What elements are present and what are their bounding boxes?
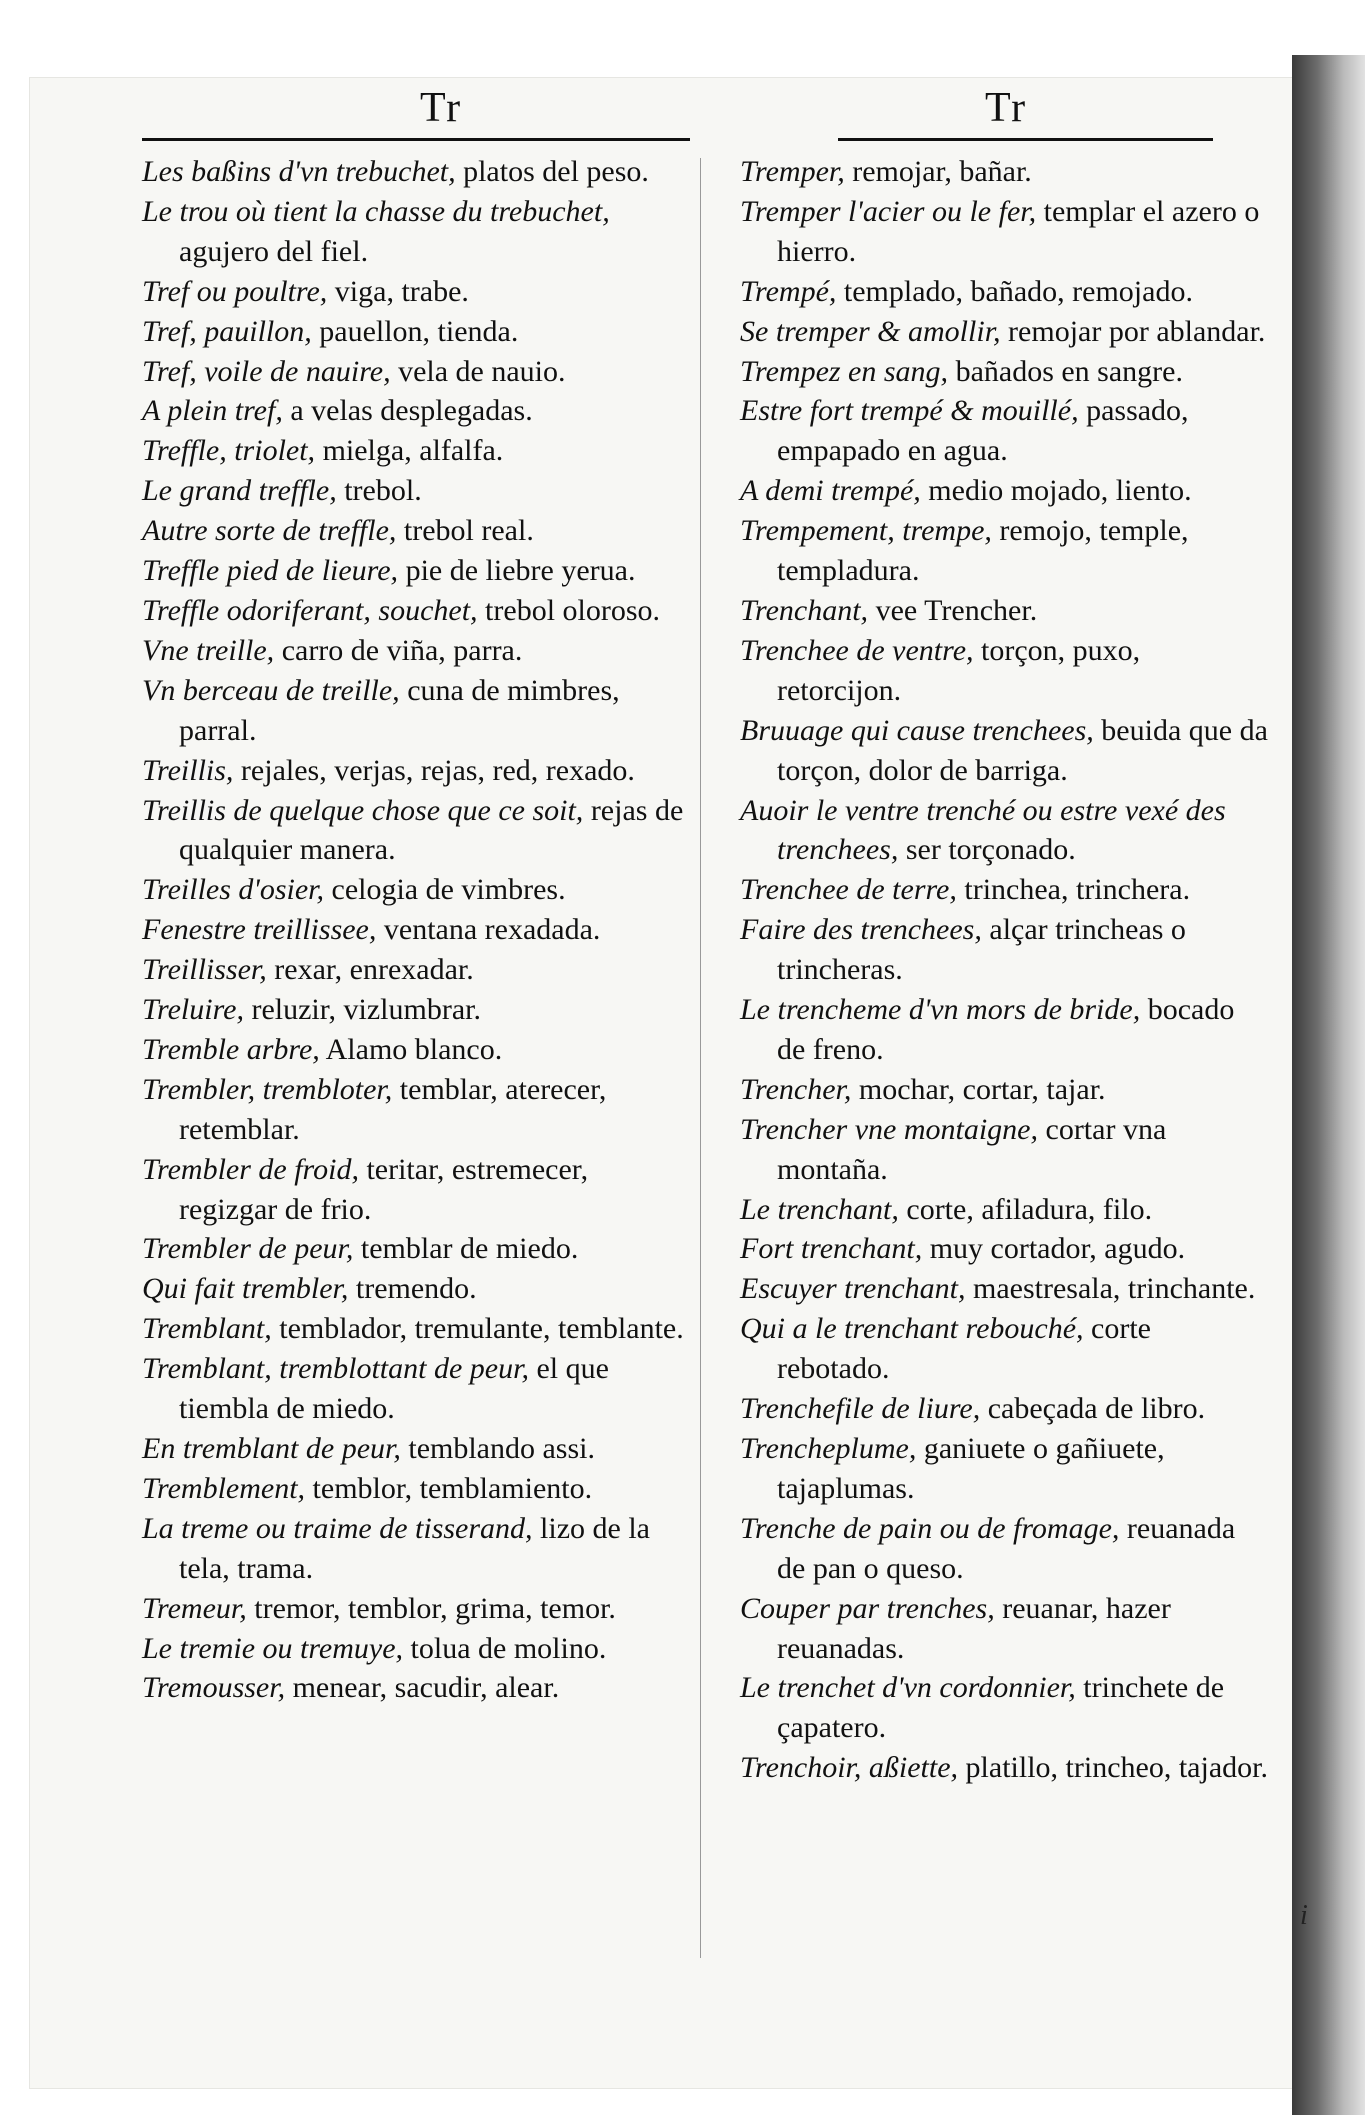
dictionary-entry [740, 1309, 1268, 1389]
spanish-translation: vee Trencher. [868, 593, 1038, 627]
french-headword: A plein tref, [142, 394, 283, 428]
header-rule-right [838, 138, 1213, 141]
spanish-translation: platillo, trincheo, tajador. [958, 1751, 1268, 1785]
french-headword: Trenchefile de liure, [740, 1392, 981, 1426]
french-headword: Tref, voile de nauire, [142, 354, 391, 388]
french-headword: Qui fait trembler, [142, 1272, 349, 1306]
french-headword: Treillisser, [142, 953, 267, 987]
spanish-translation: cortar vna montaña. [777, 1112, 1167, 1186]
spanish-translation: tremendo. [348, 1272, 477, 1306]
dictionary-entry [740, 1509, 1268, 1589]
dictionary-entry [740, 791, 1268, 871]
french-headword: Tremeur, [142, 1591, 247, 1625]
spanish-translation: lizo de la tela, trama. [179, 1511, 650, 1585]
dictionary-entry [142, 272, 688, 312]
spanish-translation: platos del peso. [455, 155, 649, 188]
spanish-translation: tolua de molino. [403, 1631, 607, 1665]
header-rule-left [142, 138, 690, 141]
french-headword: Treffle odoriferant, souchet, [142, 593, 478, 627]
adjacent-page-edge [1292, 55, 1365, 2115]
dictionary-entry [142, 910, 688, 950]
french-headword: Fenestre treillissee, [142, 913, 377, 947]
french-headword: Tremper, [740, 155, 845, 188]
spanish-translation: ganiuete o gañiuete, tajaplumas. [777, 1432, 1165, 1505]
french-headword: Bruuage qui cause trenchees, [740, 713, 1094, 747]
dictionary-entry [740, 312, 1268, 352]
spanish-translation: temblor, temblamiento. [305, 1471, 593, 1505]
dictionary-entry [740, 870, 1268, 910]
dictionary-entry [142, 1150, 688, 1230]
spanish-translation: pie de liebre yerua. [398, 554, 636, 588]
french-headword: Trembler de froid, [142, 1152, 359, 1186]
dictionary-entry [740, 192, 1268, 272]
french-headword: Treffle pied de lieure, [142, 554, 399, 588]
dictionary-entry [740, 1070, 1268, 1110]
dictionary-entry [142, 431, 688, 471]
spanish-translation: trebol oloroso. [477, 593, 661, 627]
french-headword: Le trenchet d'vn cordonnier, [740, 1671, 1076, 1705]
french-headword: Escuyer trenchant, [740, 1272, 966, 1306]
french-headword: Auoir le ventre trenché ou estre vexé des trenchees, [740, 793, 1226, 867]
left-column [142, 152, 688, 1708]
dictionary-entry [740, 711, 1268, 791]
dictionary-entry [142, 152, 688, 192]
french-headword: Trempé, [740, 274, 837, 308]
dictionary-entry [740, 1269, 1268, 1309]
spanish-translation: mielga, alfalfa. [315, 434, 504, 468]
french-headword: Tremblant, tremblottant de peur, [142, 1352, 529, 1386]
spanish-translation: ser torçonado. [898, 833, 1076, 867]
dictionary-entry [740, 1748, 1268, 1788]
dictionary-entry [142, 391, 688, 431]
dictionary-entry [142, 551, 688, 591]
dictionary-entry [142, 1589, 688, 1629]
french-headword: Trenchee de terre, [740, 873, 957, 907]
spanish-translation: trinchete de çapatero. [777, 1671, 1225, 1745]
spanish-translation: reuanada de pan o queso. [777, 1511, 1236, 1585]
spanish-translation: beuida que da torçon, dolor de barriga. [777, 713, 1268, 787]
dictionary-entry [142, 1269, 688, 1309]
spanish-translation: reluzir, vizlumbrar. [243, 993, 481, 1027]
french-headword: Treffle, triolet, [142, 434, 316, 468]
french-headword: Trembler, trembloter, [142, 1072, 393, 1106]
dictionary-entry [740, 352, 1268, 392]
spanish-translation: cuna de mimbres, parral. [179, 673, 620, 747]
dictionary-entry [142, 1629, 688, 1669]
french-headword: Faire des trenchees, [740, 913, 982, 947]
spanish-translation: remojar por ablandar. [1000, 314, 1266, 348]
spanish-translation: carro de viña, parra. [274, 633, 523, 667]
spanish-translation: mochar, cortar, tajar. [851, 1072, 1106, 1106]
dictionary-entry [142, 1030, 688, 1070]
dictionary-entry [740, 1429, 1268, 1509]
dictionary-entry [740, 272, 1268, 312]
dictionary-entry [142, 1429, 688, 1469]
french-headword: Tremblement, [142, 1471, 306, 1505]
spanish-translation: temblar de miedo. [353, 1232, 579, 1266]
dictionary-entry [740, 1229, 1268, 1269]
dictionary-entry [740, 471, 1268, 511]
french-headword: Trempement, trempe, [740, 514, 992, 548]
french-headword: Autre sorte de treffle, [142, 514, 397, 548]
french-headword: En tremblant de peur, [142, 1432, 401, 1465]
dictionary-entry [142, 950, 688, 990]
dictionary-entry [142, 870, 688, 910]
spanish-translation: a velas desplegadas. [282, 394, 533, 428]
french-headword: Trencher vne montaigne, [740, 1112, 1038, 1146]
french-headword: Trembler de peur, [142, 1232, 354, 1266]
dictionary-entry [740, 152, 1268, 192]
french-headword: Treillis de quelque chose que ce soit, [142, 793, 584, 827]
spanish-translation: bañados en sangre. [948, 354, 1183, 388]
spanish-translation: temblador, tremulante, temblante. [271, 1312, 684, 1346]
dictionary-entry [142, 192, 688, 272]
french-headword: Tref, pauillon, [142, 314, 312, 348]
french-headword: Le tremie ou tremuye, [142, 1631, 404, 1665]
spanish-translation: passado, empapado en agua. [777, 394, 1189, 468]
edge-mark: i [1300, 1900, 1308, 1931]
french-headword: Estre fort trempé & mouillé, [740, 394, 1079, 428]
spanish-translation: templado, bañado, remojado. [836, 274, 1193, 308]
spanish-translation: viga, trabe. [327, 274, 469, 308]
french-headword: Tremousser, [142, 1671, 286, 1705]
dictionary-entry [142, 1509, 688, 1589]
french-headword: Tremper l'acier ou le fer, [740, 194, 1037, 228]
spanish-translation: tremor, temblor, grima, temor. [246, 1591, 616, 1625]
french-headword: Trenchant, [740, 593, 869, 627]
spanish-translation: muy cortador, agudo. [922, 1232, 1186, 1266]
spanish-translation: alçar trincheas o trincheras. [777, 913, 1186, 987]
dictionary-entry [740, 511, 1268, 591]
french-headword: Trencheplume, [740, 1432, 917, 1465]
french-headword: Treluire, [142, 993, 244, 1027]
french-headword: Tref ou poultre, [142, 274, 328, 308]
dictionary-entry [740, 391, 1268, 471]
french-headword: Trenche de pain ou de fromage, [740, 1511, 1120, 1545]
spanish-translation: celogia de vimbres. [324, 873, 566, 907]
dictionary-entry [142, 471, 688, 511]
french-headword: Se tremper & amollir, [740, 314, 1001, 348]
dictionary-entry [142, 990, 688, 1030]
spanish-translation: corte, afiladura, filo. [898, 1192, 1153, 1226]
spanish-translation: remojo, temple, templadura. [777, 514, 1189, 588]
dictionary-entry [142, 1469, 688, 1509]
dictionary-entry [142, 1070, 688, 1150]
spanish-translation: templar el azero o hierro. [777, 194, 1260, 268]
dictionary-entry [740, 1668, 1268, 1748]
dictionary-entry [142, 631, 688, 671]
running-head-right: Tr [985, 85, 1028, 131]
spanish-translation: temblar, aterecer, retemblar. [179, 1072, 607, 1146]
spanish-translation: corte rebotado. [777, 1312, 1151, 1386]
french-headword: Trenchoir, aßiette, [740, 1751, 959, 1785]
dictionary-entry [740, 990, 1268, 1070]
dictionary-entry [740, 910, 1268, 990]
french-headword: Treillis, [142, 753, 234, 787]
french-headword: Le trenchant, [740, 1192, 899, 1226]
french-headword: Trempez en sang, [740, 354, 949, 388]
spanish-translation: remojar, bañar. [844, 155, 1032, 188]
french-headword: Le trencheme d'vn mors de bride, [740, 993, 1141, 1027]
spanish-translation: trinchea, trinchera. [956, 873, 1191, 907]
dictionary-entry [740, 1389, 1268, 1429]
french-headword: Couper par trenches, [740, 1591, 995, 1625]
spanish-translation: medio mojado, liento. [920, 474, 1192, 508]
right-column [740, 152, 1268, 1788]
spanish-translation: temblando assi. [400, 1432, 595, 1465]
dictionary-entry [740, 591, 1268, 631]
spanish-translation: el que tiembla de miedo. [179, 1352, 609, 1426]
spanish-translation: cabeçada de libro. [980, 1392, 1206, 1426]
dictionary-entry [142, 671, 688, 751]
spanish-translation: pauellon, tienda. [311, 314, 519, 348]
french-headword: Le grand treffle, [142, 474, 337, 508]
french-headword: Treilles d'osier, [142, 873, 324, 907]
french-headword: Qui a le trenchant rebouché, [740, 1312, 1084, 1346]
spanish-translation: rejales, verjas, rejas, red, rexado. [233, 753, 635, 787]
spanish-translation: Alamo blanco. [319, 1032, 503, 1066]
french-headword: A demi trempé, [740, 474, 921, 508]
dictionary-entry [142, 1229, 688, 1269]
dictionary-entry [740, 1190, 1268, 1230]
dictionary-entry [142, 591, 688, 631]
spanish-translation: rejas de qualquier manera. [179, 793, 684, 867]
french-headword: Le trou où tient la chasse du trebuchet, [142, 194, 610, 228]
spanish-translation: bocado de freno. [777, 993, 1235, 1066]
spanish-translation: trebol. [336, 474, 422, 508]
french-headword: Vne treille, [142, 633, 275, 667]
spanish-translation: vela de nauio. [390, 354, 566, 388]
dictionary-entry [142, 312, 688, 352]
french-headword: Vn berceau de treille, [142, 673, 400, 707]
dictionary-entry [740, 1589, 1268, 1669]
french-headword: Tremblant, [142, 1312, 272, 1346]
dictionary-entry [142, 1668, 688, 1708]
spanish-translation: trebol real. [396, 514, 534, 548]
dictionary-entry [142, 791, 688, 871]
column-divider [700, 158, 701, 1958]
dictionary-entry [142, 1349, 688, 1429]
spanish-translation: agujero del fiel. [179, 234, 369, 268]
french-headword: Les baßins d'vn trebuchet, [142, 155, 456, 188]
spanish-translation: ventana rexadada. [376, 913, 601, 947]
french-headword: Tremble arbre, [142, 1032, 320, 1066]
french-headword: Trenchee de ventre, [740, 633, 974, 667]
french-headword: Trencher, [740, 1072, 852, 1106]
dictionary-entry [142, 511, 688, 551]
spanish-translation: menear, sacudir, alear. [285, 1671, 560, 1705]
spanish-translation: rexar, enrexadar. [266, 953, 474, 987]
dictionary-entry [740, 1110, 1268, 1190]
dictionary-entry [740, 631, 1268, 711]
spanish-translation: reuanar, hazer reuanadas. [777, 1591, 1171, 1665]
spanish-translation: torçon, puxo, retorcijon. [777, 633, 1141, 707]
french-headword: La treme ou traime de tisserand, [142, 1511, 533, 1545]
dictionary-entry [142, 1309, 688, 1349]
running-head-left: Tr [420, 85, 463, 131]
spanish-translation: maestresala, trinchante. [965, 1272, 1256, 1306]
dictionary-entry [142, 352, 688, 392]
dictionary-entry [142, 751, 688, 791]
spanish-translation: teritar, estremecer, regizgar de frio. [179, 1152, 589, 1226]
french-headword: Fort trenchant, [740, 1232, 923, 1266]
